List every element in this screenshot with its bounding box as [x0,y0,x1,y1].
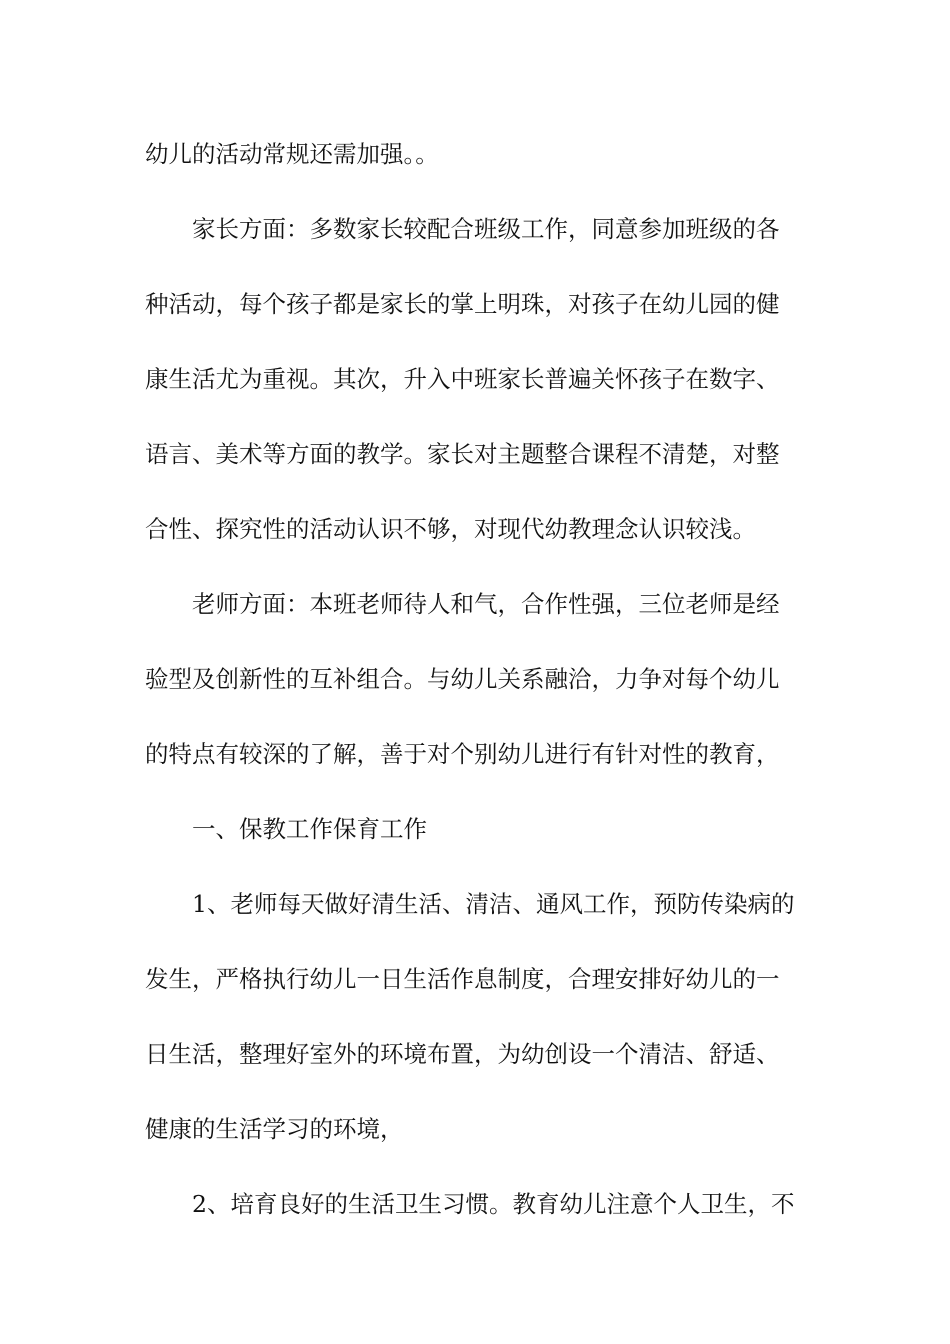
list-item-1-start: 1、老师每天做好清生活、清洁、通风工作，预防传染病的 [192,890,795,918]
list-item-2-start: 2、培育良好的生活卫生习惯。教育幼儿注意个人卫生，不 [192,1190,795,1218]
text-line-8: 验型及创新性的互补组合。与幼儿关系融洽，力争对每个幼儿 [145,665,780,693]
text-line-6: 合性、探究性的活动认识不够，对现代幼教理念认识较浅。 [145,515,756,543]
paragraph-teachers-start: 老师方面：本班老师待人和气，合作性强，三位老师是经 [192,590,780,618]
text-line-13: 日生活，整理好室外的环境布置，为幼创设一个清洁、舒适、 [145,1040,780,1068]
text-line-14: 健康的生活学习的环境， [145,1115,404,1143]
text-line-3: 种活动，每个孩子都是家长的掌上明珠，对孩子在幼儿园的健 [145,290,780,318]
section-heading: 一、保教工作保育工作 [192,815,427,843]
text-line-4: 康生活尤为重视。其次，升入中班家长普遍关怀孩子在数字、 [145,365,780,393]
text-line-12: 发生，严格执行幼儿一日生活作息制度，合理安排好幼儿的一 [145,965,780,993]
paragraph-parents-start: 家长方面：多数家长较配合班级工作，同意参加班级的各 [192,215,780,243]
text-line-5: 语言、美术等方面的教学。家长对主题整合课程不清楚，对整 [145,440,780,468]
text-line-1: 幼儿的活动常规还需加强。。 [145,140,439,168]
document-body [145,131,807,1256]
text-line-9: 的特点有较深的了解，善于对个别幼儿进行有针对性的教育， [145,740,780,768]
